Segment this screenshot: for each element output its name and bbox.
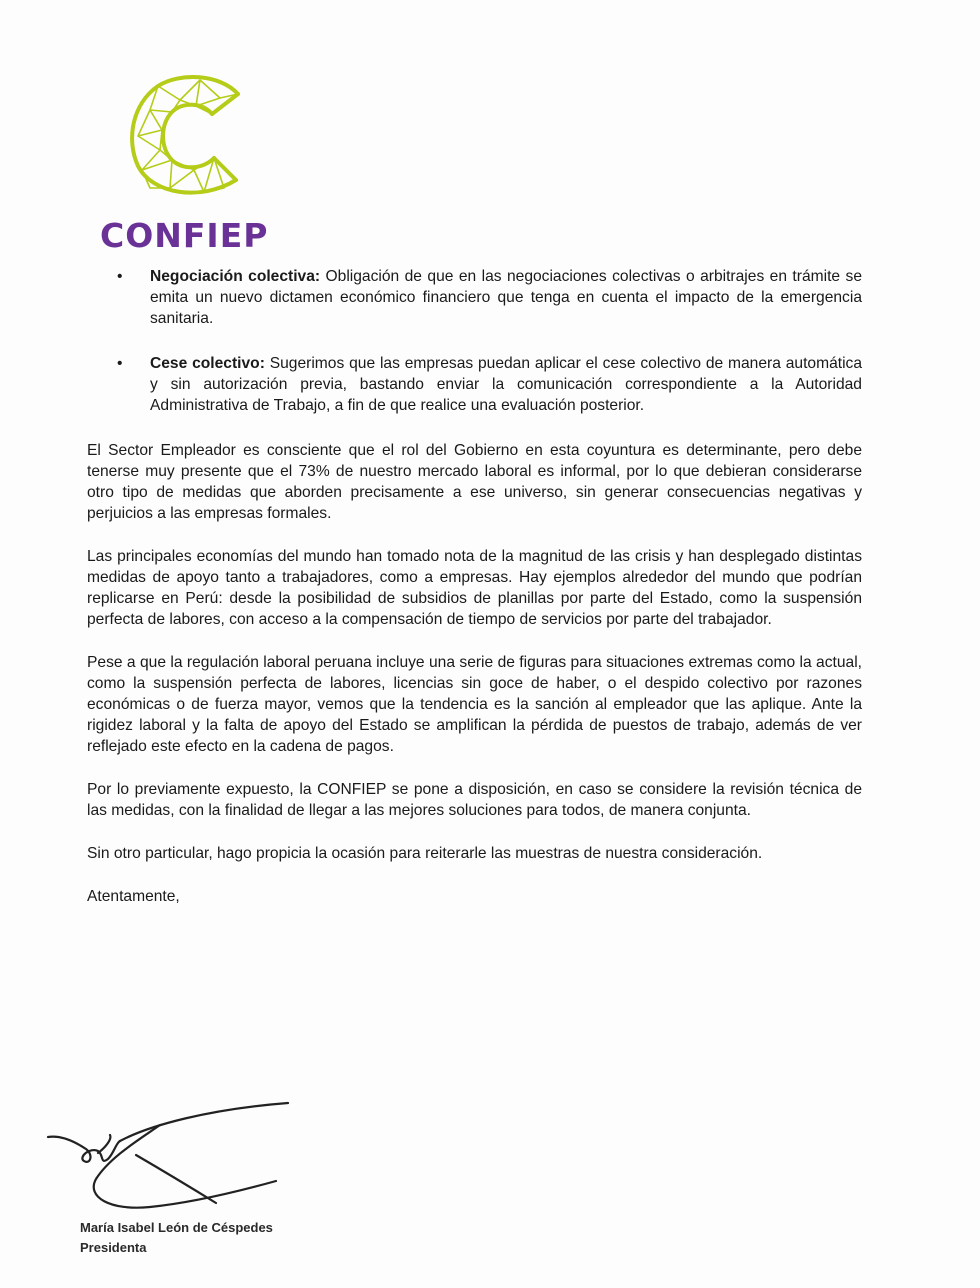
signer-name: María Isabel León de Céspedes (80, 1220, 273, 1235)
signer-block (80, 1218, 273, 1258)
body-paragraph: Por lo previamente expuesto, la CONFIEP se pone a disposición, en caso se considere la revisión técnica de las medidas, con la finalidad de llegar a las mejores soluciones para todos, de manera conjunta. (87, 781, 862, 819)
list-item (87, 353, 862, 416)
body-paragraph: Pese a que la regulación laboral peruana incluye una serie de figuras para situaciones extremas como la actual, como la suspensión perfecta de labores, licencias sin goce de haber, o el despido colectivo por razones económicas o de fuerza mayor, vemos que la tendencia es la sanción al empleador que las aplique. Ante la rigidez laboral y la falta de apoyo del Estado se amplifican la pérdida de puestos de trabajo, además de ver reflejado este efecto en la cadena de pagos. (87, 654, 862, 755)
bullet-title: Negociación colectiva: (150, 268, 321, 285)
list-item (87, 266, 862, 329)
bullet-text: Obligación de que en las negociaciones colectivas o arbitrajes en trámite se emita un nuevo dictamen económico financiero que tenga en cuenta el impacto de la emergencia sanitaria. (150, 268, 862, 327)
signer-role: Presidenta (80, 1240, 147, 1255)
handwritten-signature (40, 1095, 300, 1225)
confiep-logo (100, 70, 280, 260)
bullet-icon: • (117, 268, 123, 285)
letter-body (87, 266, 862, 907)
closing-salutation: Atentamente, (87, 888, 180, 905)
body-paragraph: Las principales economías del mundo han tomado nota de la magnitud de las crisis y han desplegado distintas medidas de apoyo tanto a trabajadores, como a empresas. Hay ejemplos alrededor del mundo que podrían replicarse en Perú: desde la posibilidad de subsidios de planillas por parte del Estado, como la suspensión perfecta de labores, con acceso a la compensación de tiempo de servicios por parte del trabajador. (87, 548, 862, 628)
confiep-c-logo-icon (120, 70, 260, 200)
body-paragraph: Sin otro particular, hago propicia la ocasión para reiterarle las muestras de nuestra consideración. (87, 845, 763, 862)
measures-list (87, 266, 862, 416)
bullet-icon: • (117, 355, 123, 372)
bullet-text: Sugerimos que las empresas puedan aplicar el cese colectivo de manera automática y sin autorización previa, bastando enviar la comunicación correspondiente a la Autoridad Administrativa de Trabajo, a fin de que realice una evaluación posterior. (150, 355, 863, 414)
bullet-title: Cese colectivo: (150, 355, 265, 372)
confiep-wordmark: CONFIEP (100, 216, 269, 255)
body-paragraph: El Sector Empleador es consciente que el rol del Gobierno en esta coyuntura es determinante, pero debe tenerse muy presente que el 73% de nuestro mercado laboral es informal, por lo que debieran considerarse otro tipo de medidas que aborden precisamente a ese universo, sin generar consecuencias negativas y perjuicios a las empresas formales. (87, 442, 862, 522)
